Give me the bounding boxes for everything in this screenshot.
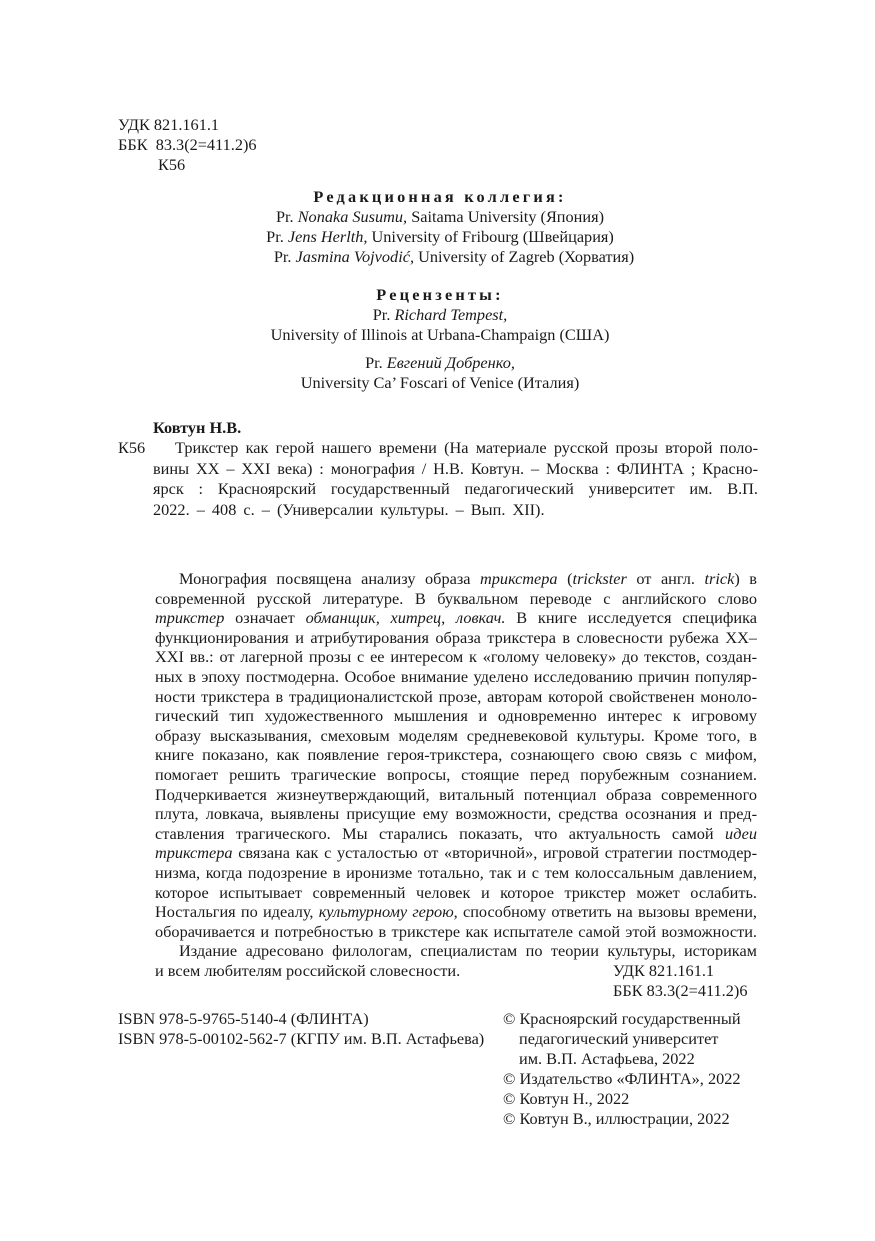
board-member: Pr. Jens Herlth, University of Fribourg (Швейцария) <box>266 227 614 246</box>
copyright-line: © Красноярский государственный <box>503 1009 741 1028</box>
italic-term: культурному герою <box>318 902 454 922</box>
bbk-code: ББК 83.3(2=411.2)6 <box>118 135 257 154</box>
reviewer-name: Pr. Richard Tempest, <box>372 305 508 324</box>
abstract-line <box>155 824 757 844</box>
record-line: вины XX – XXI века) : монография / Н.В. Ковтун. – Москва : ФЛИНТА ; Красно- <box>153 458 758 478</box>
text-run: которое испытывает современный человек и которое трикстер может ослабить. <box>155 882 757 902</box>
bbk-code: ББК 83.3(2=411.2)6 <box>613 981 748 1000</box>
record-line: 2022. – 408 с. – (Универсалии культуры. – Вып. XII). <box>153 499 545 519</box>
editorial-board <box>150 187 730 267</box>
copyright-line: © Ковтун Н., 2022 <box>503 1089 630 1108</box>
text-run: гический тип художественного мышления и одновременно интерес к игровому <box>155 706 757 726</box>
abstract <box>155 569 757 980</box>
reviewers <box>150 285 730 393</box>
copyright-line: им. В.П. Астафьева, 2022 <box>519 1049 695 1068</box>
reviewer-affiliation: University of Illinois at Urbana-Champaign (США) <box>270 325 610 344</box>
text-run: Подчеркивается жизнеутверждающий, витальный потенциал образа современного <box>155 784 757 804</box>
record-mark: К56 <box>118 438 146 457</box>
editorial-heading: Редакционная коллегия: <box>313 187 567 206</box>
text-run: функционирования и атрибутирования образа трикстера в словесности рубежа XX– <box>155 627 757 647</box>
italic-term: идеи <box>725 823 757 843</box>
abstract-line <box>155 706 757 726</box>
isbn: ISBN 978-5-00102-562-7 (КГПУ им. В.П. Астафьева) <box>118 1029 485 1048</box>
copyright-line: © Издательство «ФЛИНТА», 2022 <box>503 1069 741 1088</box>
abstract-line <box>155 745 757 765</box>
text-run: книге показано, как появление героя-трикстера, сознающего свою связь с мифом, <box>155 745 757 765</box>
text-run: помогает решить трагические вопросы, стоящие перед порубежным сознанием. <box>155 764 757 784</box>
board-member: Pr. Nonaka Susumu, Saitama University (Япония) <box>275 207 605 226</box>
text-run: ности трикстера в традиционалистской прозе, авторам которой свойственен моноло- <box>155 686 757 706</box>
abstract-line <box>155 608 757 628</box>
text-run: ных в эпоху постмодерна. Особое внимание уделено исследованию причин популяр- <box>155 666 757 686</box>
italic-term: трикстер <box>155 608 225 628</box>
record-body <box>118 438 758 520</box>
text-run: Ностальгия по идеалу, <box>155 902 319 922</box>
italic-term: trick <box>704 569 735 588</box>
text-run: ) в <box>734 569 757 588</box>
abstract-line <box>155 647 757 667</box>
text-run: , способному ответить на вызовы времени, <box>453 902 757 922</box>
text-run: образу высказывания, смеховым моделям средневековой культуры. Кроме того, в <box>155 725 757 745</box>
italic-term: трикстера <box>480 569 558 588</box>
abstract-line <box>155 843 757 863</box>
isbn-block <box>118 1009 484 1049</box>
abstract-line <box>155 883 757 903</box>
italic-term: обманщик, хитрец, ловкач. <box>305 608 506 628</box>
classification-block <box>118 115 257 175</box>
text-run: от англ. <box>626 569 705 588</box>
text-run: Монография посвящена анализу образа <box>179 569 481 588</box>
reviewers-heading: Рецензенты: <box>376 285 504 304</box>
text-run: связана как с усталостью от «вторичной», игровой стратегии постмодер- <box>232 843 757 863</box>
record-line: ярск : Красноярский государственный педагогический университет им. В.П. <box>153 479 758 498</box>
record-line: Трикстер как герой нашего времени (На материале русской прозы второй поло- <box>175 438 758 457</box>
author-mark: К56 <box>158 155 186 174</box>
abstract-line <box>155 922 757 942</box>
abstract-line <box>155 687 757 707</box>
abstract-line <box>155 667 757 687</box>
text-run: современной русской литературе. В буквальном переводе с английского слово <box>155 588 757 608</box>
text-run: означает <box>224 608 306 628</box>
copyright-block <box>503 1009 741 1129</box>
text-run: оборачивается и потребностью в трикстере как испытателе самой этой возможности. <box>155 921 757 941</box>
copyright-line: педагогический университет <box>519 1029 719 1048</box>
abstract-line <box>155 902 757 922</box>
reviewer-name: Pr. Евгений Добренко, <box>365 353 515 372</box>
abstract-line <box>155 589 757 609</box>
abstract-line <box>155 765 757 785</box>
text-run: ставления трагического. Мы старались показать, что актуальность самой <box>155 823 726 843</box>
text-run: низма, когда подозрение в иронизме тотально, так и с тем колоссальным давлением, <box>155 862 757 882</box>
abstract-line <box>155 804 757 824</box>
text-run: и всем любителям российской словесности. <box>155 960 461 980</box>
record-author: Ковтун Н.В. <box>153 418 242 437</box>
text-run: Издание адресовано филологам, специалистам по теории культуры, историкам <box>179 941 757 961</box>
isbn: ISBN 978-5-9765-5140-4 (ФЛИНТА) <box>118 1009 369 1028</box>
text-run: В книге исследуется специфика <box>505 608 757 628</box>
text-run: ( <box>557 569 573 588</box>
reviewer-affiliation: University Ca’ Foscari of Venice (Италия) <box>300 373 580 392</box>
text-run: XXI вв.: от лагерной прозы с ее интересом к «голому человеку» до текстов, создан- <box>155 647 757 667</box>
abstract-line <box>155 628 757 648</box>
abstract-line <box>155 569 757 589</box>
copyright-line: © Ковтун В., иллюстрации, 2022 <box>503 1109 730 1128</box>
italic-term: trickster <box>572 569 627 588</box>
footer-classification <box>613 961 747 1001</box>
board-member: Pr. Jasmina Vojvodić, University of Zagreb (Хорватия) <box>273 247 635 266</box>
text-run: плута, ловкача, выявлены присущие ему возможности, средства осознания и пред- <box>155 804 757 824</box>
abstract-line <box>155 785 757 805</box>
abstract-line <box>155 941 757 961</box>
abstract-line <box>155 726 757 746</box>
italic-term: трикстера <box>155 843 233 863</box>
udk-code: УДК 821.161.1 <box>613 961 715 980</box>
abstract-line <box>155 863 757 883</box>
udk-code: УДК 821.161.1 <box>118 115 220 134</box>
bibliographic-record <box>118 418 758 520</box>
